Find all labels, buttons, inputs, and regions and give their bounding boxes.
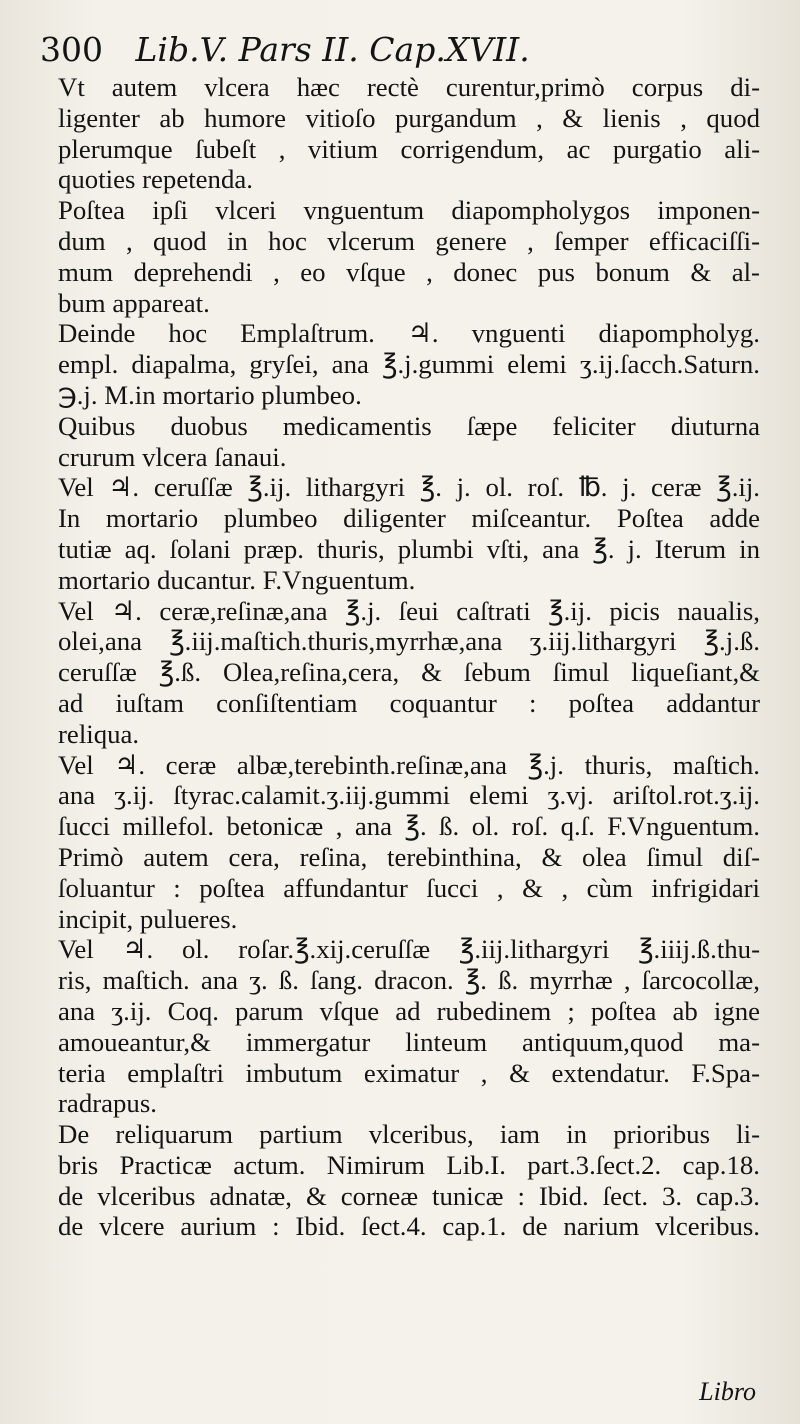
- text-line: ſucci millefol. betonicæ , ana ℥. ß. ol. roſ. q.ſ. F.Vnguentum.: [58, 811, 760, 842]
- text-line: Deinde hoc Emplaſtrum. ♃. vnguenti diapompholyg.: [58, 318, 760, 349]
- text-line: Vel ♃. ceræ,reſinæ,ana ℥.j. ſeui caſtrati ℥.ij. picis naualis,: [58, 595, 760, 626]
- text-line: Quibus duobus medicamentis ſæpe feliciter diuturna: [58, 410, 760, 441]
- text-line: tutiæ aq. ſolani præp. thuris, plumbi vſti, ana ℥. j. Iterum in: [58, 533, 760, 564]
- text-line: crurum vlcera ſanaui.: [58, 441, 287, 472]
- paragraph-3: [44, 318, 760, 410]
- main-text: [44, 72, 760, 1242]
- text-line: dum , quod in hoc vlcerum genere , ſemper efficaciſſi-: [58, 225, 760, 256]
- text-line: quoties repetenda.: [58, 164, 253, 195]
- text-line: ℈.j. M.in mortario plumbeo.: [58, 379, 362, 410]
- text-line: amoueantur,& immergatur linteum antiquum,quod ma-: [58, 1026, 760, 1057]
- text-line: Vel ♃. ol. roſar.℥.xij.ceruſſæ ℥.iij.lithargyri ℥.iiij.ß.thu-: [58, 934, 760, 965]
- text-line: mortario ducantur. F.Vnguentum.: [58, 564, 416, 595]
- text-line: In mortario plumbeo diligenter miſceantur. Poſtea adde: [58, 503, 760, 534]
- text-line: ſoluantur : poſtea affundantur ſucci , & , cùm infrigidari: [58, 872, 760, 903]
- text-line: plerumque ſubeſt , vitium corrigendum, ac purgatio ali-: [58, 133, 760, 164]
- paragraph-9: [44, 1119, 760, 1242]
- text-line: bris Practicæ actum. Nimirum Lib.I. part.3.ſect.2. cap.18.: [58, 1149, 760, 1180]
- text-line: reliqua.: [58, 718, 140, 749]
- text-line: bum appareat.: [58, 287, 210, 318]
- paragraph-7: [44, 750, 760, 935]
- text-line: Vel ♃. ceræ albæ,terebinth.reſinæ,ana ℥.j. thuris, maſtich.: [58, 749, 760, 780]
- text-line: Vel ♃. ceruſſæ ℥.ij. lithargyri ℥. j. ol. roſ. ℔. j. ceræ ℥.ij.: [58, 472, 760, 503]
- text-line: ligenter ab humore vitioſo purgandum , & lienis , quod: [58, 102, 760, 133]
- paragraph-6: [44, 596, 760, 750]
- text-line: teria emplaſtri imbutum eximatur , & extendatur. F.Spa-: [58, 1057, 760, 1088]
- text-line: ris, maſtich. ana ʒ. ß. ſang. dracon. ℥. ß. myrrhæ , ſarcocollæ,: [58, 965, 760, 996]
- text-line: empl. diapalma, gryſei, ana ℥.j.gummi elemi ʒ.ij.ſacch.Saturn.: [58, 349, 760, 380]
- page-header: [40, 30, 760, 70]
- running-title: Lib.V. Pars II. Cap.XVII.: [135, 30, 530, 69]
- text-line: incipit, pulueres.: [58, 903, 238, 934]
- page-number: 300: [40, 30, 103, 69]
- text-line: ana ʒ.ij. Coq. parum vſque ad rubedinem ; poſtea ab igne: [58, 995, 760, 1026]
- text-line: Vt autem vlcera hæc rectè curentur,primò corpus di-: [58, 72, 760, 102]
- text-line: Primò autem cera, reſina, terebinthina, & olea ſimul diſ-: [58, 841, 760, 872]
- paragraph-2: [44, 195, 760, 318]
- text-line: mum deprehendi , eo vſque , donec pus bonum & al-: [58, 256, 760, 287]
- text-line: De reliquarum partium vlceribus, iam in prioribus li-: [58, 1119, 760, 1150]
- paragraph-8: [44, 934, 760, 1119]
- text-line: Poſtea ipſi vlceri vnguentum diapompholygos imponen-: [58, 195, 760, 226]
- paragraph-5: [44, 472, 760, 595]
- text-line: ana ʒ.ij. ſtyrac.calamit.ʒ.iij.gummi elemi ʒ.vj. ariſtol.rot.ʒ.ij.: [58, 780, 760, 811]
- catchword: Libro: [699, 1377, 756, 1406]
- text-line: de vlceribus adnatæ, & corneæ tunicæ : Ibid. ſect. 3. cap.3.: [58, 1180, 760, 1211]
- text-line: olei,ana ℥.iij.maſtich.thuris,myrrhæ,ana ʒ.iij.lithargyri ℥.j.ß.: [58, 626, 760, 657]
- text-line: ad iuſtam conſiſtentiam coquantur : poſtea addantur: [58, 687, 760, 718]
- paragraph-1: [44, 72, 760, 195]
- text-line: ceruſſæ ℥.ß. Olea,reſina,cera, & ſebum ſimul liqueſiant,&: [58, 657, 760, 688]
- text-line: de vlcere aurium : Ibid. ſect.4. cap.1. de narium vlceribus.: [58, 1211, 760, 1242]
- paragraph-4: [44, 411, 760, 473]
- text-line: radrapus.: [58, 1088, 157, 1119]
